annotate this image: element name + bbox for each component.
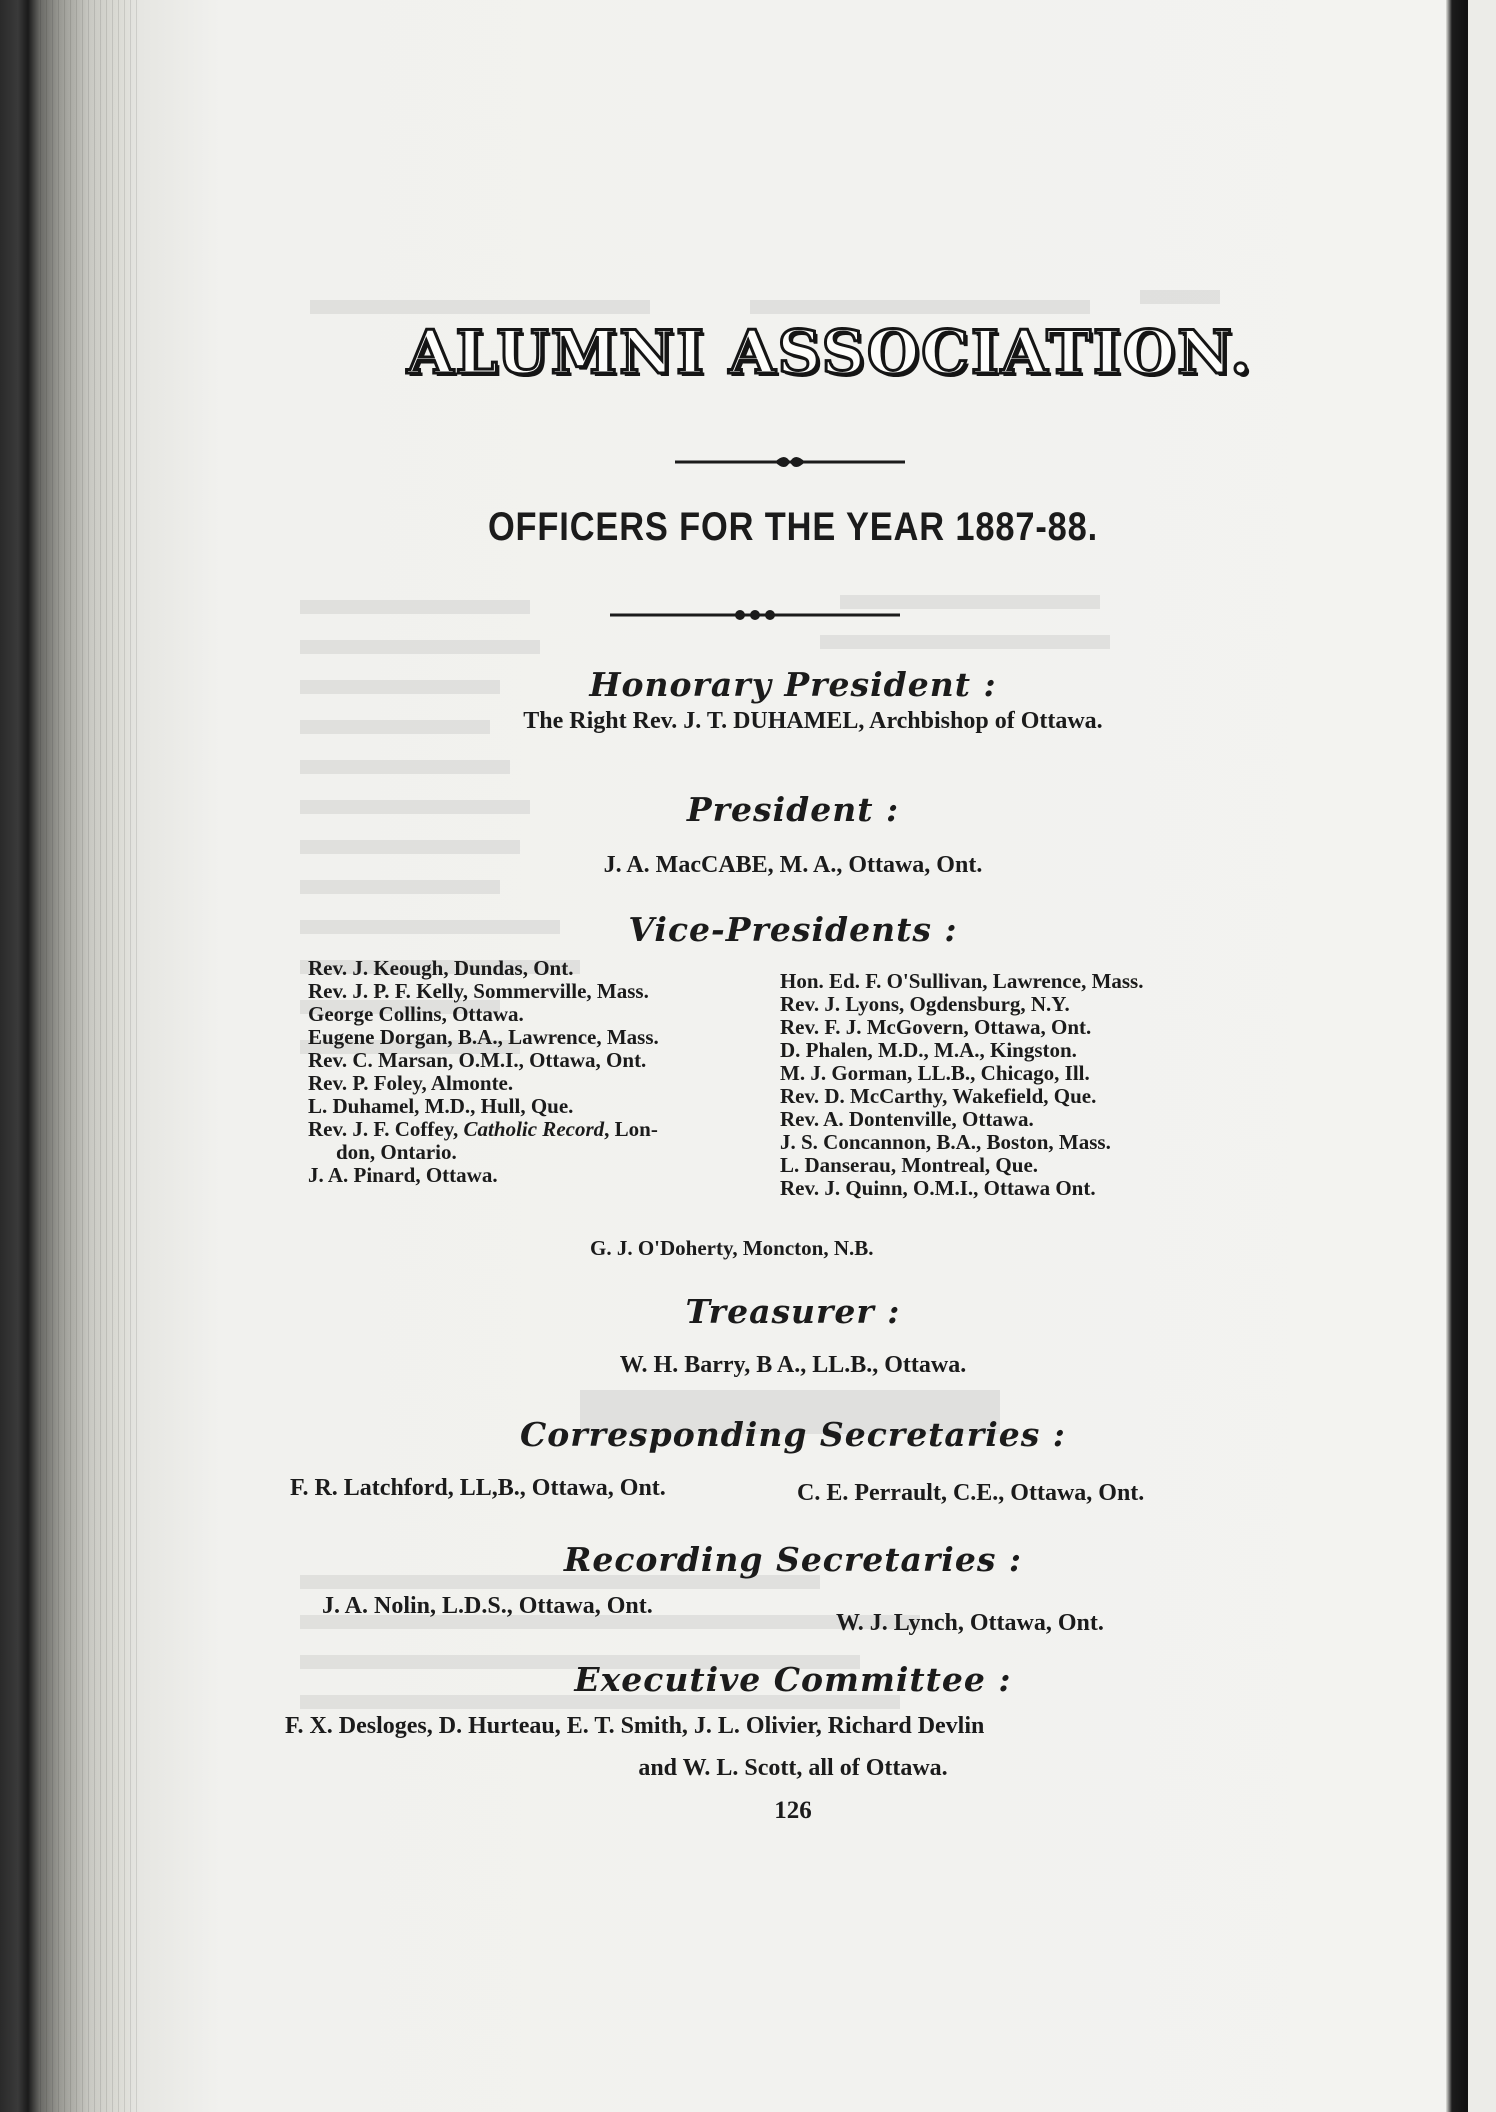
recording-secretary-1: J. A. Nolin, L.D.S., Ottawa, Ont. xyxy=(322,1593,653,1619)
vice-president-entry: Rev. J. F. Coffey, Catholic Record, Lon- xyxy=(308,1117,658,1141)
vice-president-entry: L. Duhamel, M.D., Hull, Que. xyxy=(308,1094,574,1118)
vice-president-last-entry: G. J. O'Doherty, Moncton, N.B. xyxy=(590,1236,874,1260)
book-page xyxy=(140,0,1446,2112)
treasurer-heading: Treasurer : xyxy=(685,1292,901,1331)
page-content xyxy=(140,0,1446,2112)
vice-president-entry: Rev. P. Foley, Almonte. xyxy=(308,1071,514,1095)
recording-secretary-2: W. J. Lynch, Ottawa, Ont. xyxy=(836,1610,1104,1636)
vice-president-entry: Rev. C. Marsan, O.M.I., Ottawa, Ont. xyxy=(308,1048,647,1072)
executive-committee-line-1: F. X. Desloges, D. Hurteau, E. T. Smith, J. L. Olivier, Richard Devlin xyxy=(285,1713,985,1739)
honorary-president-name: The Right Rev. J. T. DUHAMEL, Archbishop of Ottawa. xyxy=(523,708,1103,734)
corresponding-secretary-2: C. E. Perrault, C.E., Ottawa, Ont. xyxy=(797,1480,1145,1506)
vice-president-entry: Rev. J. Keough, Dundas, Ont. xyxy=(308,956,574,980)
executive-committee-line-2: and W. L. Scott, all of Ottawa. xyxy=(638,1755,948,1781)
vice-president-entry: Rev. J. P. F. Kelly, Sommerville, Mass. xyxy=(308,979,649,1003)
executive-committee-heading: Executive Committee : xyxy=(574,1660,1012,1699)
book-binding-right xyxy=(1446,0,1496,2112)
corresponding-secretaries-heading: Corresponding Secretaries : xyxy=(520,1415,1066,1454)
vice-president-entry: J. S. Concannon, B.A., Boston, Mass. xyxy=(780,1130,1111,1154)
vice-presidents-heading: Vice-Presidents : xyxy=(628,910,958,949)
president-name: J. A. MacCABE, M. A., Ottawa, Ont. xyxy=(603,852,983,878)
vice-president-entry: Rev. A. Dontenville, Ottawa. xyxy=(780,1107,1034,1131)
ornament-rule-top xyxy=(675,450,905,474)
vice-presidents-left-column xyxy=(308,957,659,1187)
vice-president-entry: D. Phalen, M.D., M.A., Kingston. xyxy=(780,1038,1077,1062)
vice-president-entry: Rev. J. Lyons, Ogdensburg, N.Y. xyxy=(780,992,1070,1016)
vice-president-entry: don, Ontario. xyxy=(336,1140,457,1164)
vice-president-entry: J. A. Pinard, Ottawa. xyxy=(308,1163,498,1187)
honorary-president-heading: Honorary President : xyxy=(589,665,997,704)
corresponding-secretary-1: F. R. Latchford, LL,B., Ottawa, Ont. xyxy=(290,1475,666,1501)
page-number: 126 xyxy=(774,1797,812,1824)
vice-president-entry: Rev. F. J. McGovern, Ottawa, Ont. xyxy=(780,1015,1092,1039)
president-heading: President : xyxy=(686,790,900,829)
vice-president-entry: Hon. Ed. F. O'Sullivan, Lawrence, Mass. xyxy=(780,969,1144,993)
page-title: ALUMNI ASSOCIATION. xyxy=(406,318,1254,388)
vice-president-entry: Rev. D. McCarthy, Wakefield, Que. xyxy=(780,1084,1097,1108)
vice-president-entry: Rev. J. Quinn, O.M.I., Ottawa Ont. xyxy=(780,1176,1096,1200)
book-binding-left xyxy=(0,0,140,2112)
officers-subtitle: OFFICERS FOR THE YEAR 1887-88. xyxy=(487,505,1099,549)
vice-president-entry: L. Danserau, Montreal, Que. xyxy=(780,1153,1039,1177)
ornament-rule-middle xyxy=(610,604,900,626)
recording-secretaries-heading: Recording Secretaries : xyxy=(563,1540,1023,1579)
treasurer-name: W. H. Barry, B A., LL.B., Ottawa. xyxy=(619,1352,967,1378)
vice-president-entry: Eugene Dorgan, B.A., Lawrence, Mass. xyxy=(308,1025,659,1049)
vice-presidents-right-column xyxy=(780,970,1143,1200)
vice-president-entry: George Collins, Ottawa. xyxy=(308,1002,524,1026)
next-page-edge xyxy=(1468,0,1496,2112)
vice-president-entry: M. J. Gorman, LL.B., Chicago, Ill. xyxy=(780,1061,1090,1085)
